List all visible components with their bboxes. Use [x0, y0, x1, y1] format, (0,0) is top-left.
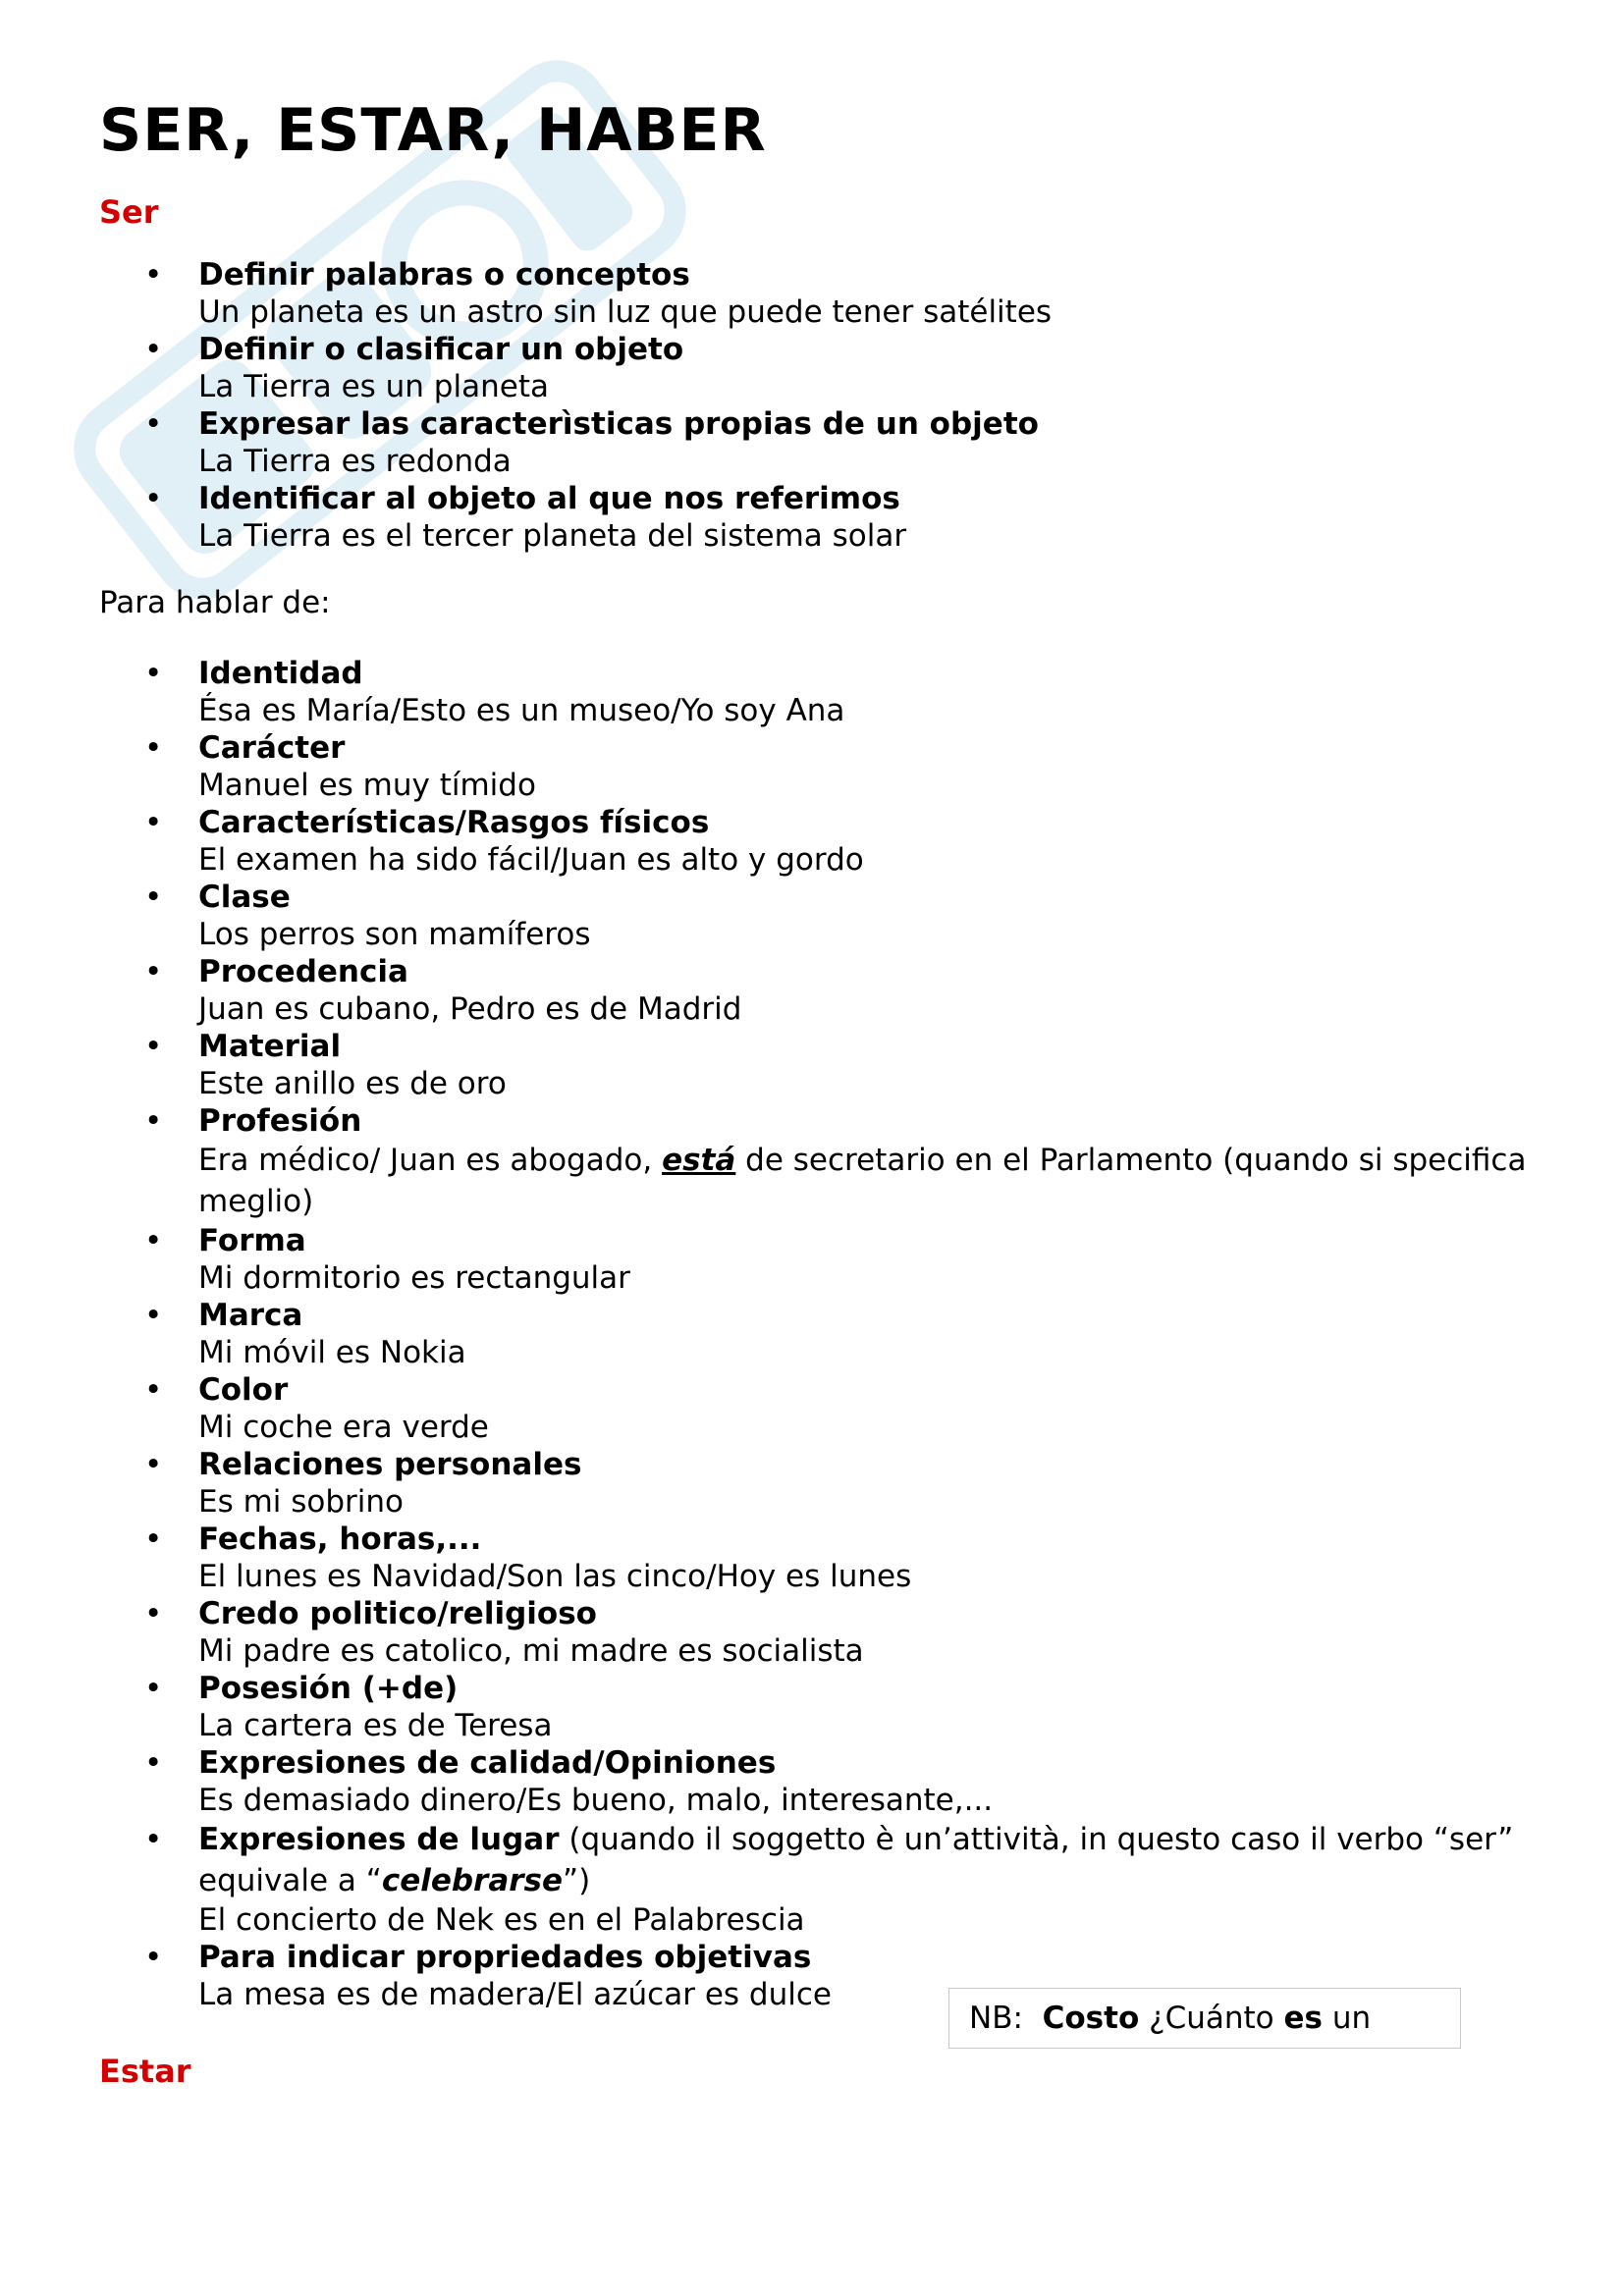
list-item-example: La Tierra es redonda [198, 444, 512, 479]
page-title: SER, ESTAR, HABER [99, 96, 767, 165]
list-item-note-emphasis: celebrarse [381, 1863, 564, 1898]
list-item [99, 879, 1533, 953]
intro-text: Para hablar de: [99, 585, 331, 620]
list-item-example: La cartera es de Teresa [198, 1708, 553, 1743]
list-item-term: Profesión [198, 1103, 362, 1139]
list-item [99, 1446, 1533, 1521]
example-emphasis: está [662, 1143, 736, 1178]
list-item-term: Definir palabras o conceptos [198, 257, 690, 293]
list-item-term: Identidad [198, 656, 363, 691]
list-item-term: Marca [198, 1298, 303, 1333]
list-item-term: Material [198, 1029, 342, 1064]
list-item [99, 256, 1533, 331]
list-item-term: Fechas, horas,... [198, 1522, 482, 1557]
section-heading-estar: Estar [99, 2053, 191, 2090]
list-item [99, 480, 1533, 555]
list-item-example: Mi padre es catolico, mi madre es socialista [198, 1633, 864, 1669]
list-item-term: Posesión (+de) [198, 1671, 459, 1706]
list-item-example: Es mi sobrino [198, 1484, 405, 1520]
list-item-example: Un planeta es un astro sin luz que puede tener satélites [198, 294, 1053, 330]
nb-text: ¿Cuánto [1149, 2001, 1284, 2036]
list-item-note: ”) [563, 1863, 591, 1898]
list-item-term: Definir o clasificar un objeto [198, 332, 684, 367]
list-item [99, 1744, 1533, 1819]
list-item-example: El lunes es Navidad/Son las cinco/Hoy es lunes [198, 1559, 912, 1594]
list-item-example [198, 1140, 1533, 1222]
example-text: de secretario en el Parlamento (quando si specifica meglio) [198, 1143, 1527, 1219]
nb-text-bold: es [1283, 2001, 1323, 2036]
list-item-term: Procedencia [198, 954, 408, 989]
list-item-example: El examen ha sido fácil/Juan es alto y gordo [198, 842, 864, 878]
list-item-example: Mi coche era verde [198, 1410, 489, 1445]
list-item-term: Expresiones de lugar [198, 1822, 560, 1857]
ser-topics-list [99, 655, 1533, 2013]
list-item [99, 331, 1533, 405]
list-item [99, 1102, 1533, 1222]
list-item [99, 1819, 1533, 1939]
list-item-example: Este anillo es de oro [198, 1066, 507, 1101]
list-item-term: Para indicar propriedades objetivas [198, 1940, 812, 1975]
list-item-example: La mesa es de madera/El azúcar es dulce [198, 1977, 832, 2012]
list-item-example: Mi móvil es Nokia [198, 1335, 466, 1370]
list-item-term: Color [198, 1372, 289, 1408]
list-item [99, 1371, 1533, 1446]
list-item [99, 729, 1533, 804]
list-item [99, 655, 1533, 729]
nb-term: Costo [1042, 2001, 1140, 2036]
list-item-example: Los perros son mamíferos [198, 917, 591, 952]
list-item-term: Características/Rasgos físicos [198, 805, 710, 840]
list-item-example: Manuel es muy tímido [198, 768, 536, 803]
list-item-example: Mi dormitorio es rectangular [198, 1260, 630, 1296]
list-item [99, 1222, 1533, 1297]
nb-text: un [1322, 2001, 1372, 2036]
list-item [99, 405, 1533, 480]
list-item-term: Credo politico/religioso [198, 1596, 597, 1631]
list-item [99, 1670, 1533, 1744]
list-item [99, 953, 1533, 1028]
list-item [99, 1521, 1533, 1595]
list-item-example: Es demasiado dinero/Es bueno, malo, interesante,... [198, 1783, 994, 1818]
list-item [99, 1595, 1533, 1670]
list-item-term: Expresar las caracterìsticas propias de un objeto [198, 406, 1039, 442]
document-page [99, 93, 1533, 2013]
list-item-note: (quando il soggetto è un’attività, in questo caso il verbo “ser” equivale a “ [198, 1822, 1514, 1898]
list-item-term: Identificar al objeto al que nos referimos [198, 481, 900, 516]
ser-uses-list [99, 256, 1533, 555]
list-item-term: Expresiones de calidad/Opiniones [198, 1745, 777, 1781]
list-item [99, 1028, 1533, 1102]
list-item [99, 1297, 1533, 1371]
section-heading-ser: Ser [99, 193, 159, 231]
nb-note-box [948, 1988, 1461, 2049]
example-text: Era médico/ Juan es abogado, [198, 1143, 663, 1178]
list-item-example: La Tierra es un planeta [198, 369, 549, 404]
list-item-example: Ésa es María/Esto es un museo/Yo soy Ana [198, 693, 845, 728]
list-item-term: Relaciones personales [198, 1447, 582, 1482]
nb-label: NB: [969, 2001, 1023, 2036]
list-item-term: Clase [198, 880, 291, 915]
list-item-example: Juan es cubano, Pedro es de Madrid [198, 991, 742, 1027]
list-item-example: La Tierra es el tercer planeta del sistema solar [198, 518, 907, 554]
list-item [99, 804, 1533, 879]
list-item-term: Forma [198, 1223, 306, 1258]
list-item-term: Carácter [198, 730, 346, 766]
list-item-example: El concierto de Nek es en el Palabrescia [198, 1902, 805, 1938]
